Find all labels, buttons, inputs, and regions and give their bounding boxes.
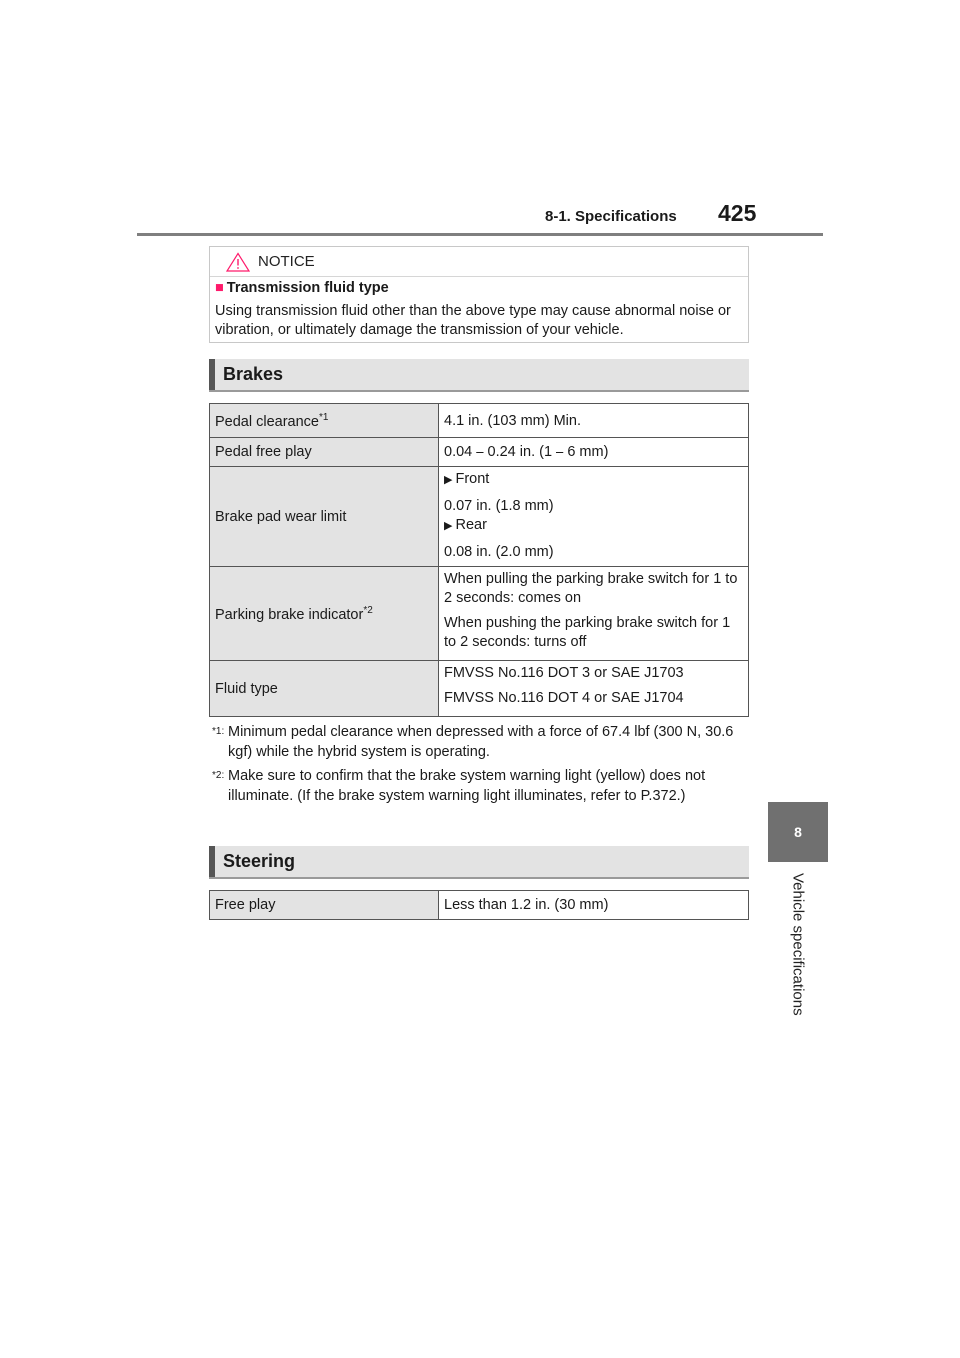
brakes-section-bar bbox=[209, 359, 749, 392]
section-header-title: 8-1. Specifications bbox=[545, 208, 677, 225]
warning-triangle-icon bbox=[226, 252, 250, 272]
footnote-mark: *2: bbox=[212, 770, 225, 781]
chapter-side-label bbox=[786, 873, 810, 1033]
parking-indicator-value bbox=[439, 567, 749, 661]
fluid-type-line2: FMVSS No.116 DOT 4 or SAE J1704 bbox=[444, 690, 684, 706]
rear-value: 0.08 in. (2.0 mm) bbox=[444, 544, 554, 560]
footnote-2 bbox=[212, 766, 742, 806]
footnote-ref: *2 bbox=[363, 604, 373, 616]
brakes-section-title: Brakes bbox=[223, 364, 284, 384]
header-rule bbox=[137, 233, 823, 236]
rear-label: Rear bbox=[455, 517, 487, 533]
table-row bbox=[210, 438, 749, 467]
front-value: 0.07 in. (1.8 mm) bbox=[444, 498, 554, 514]
table-row bbox=[210, 404, 749, 438]
front-label: Front bbox=[455, 471, 490, 487]
notice-header bbox=[210, 247, 748, 277]
pedal-clearance-value: 4.1 in. (103 mm) Min. bbox=[439, 404, 749, 438]
notice-title-text: Transmission fluid type bbox=[226, 280, 389, 296]
table-row bbox=[210, 661, 749, 717]
notice-label: NOTICE bbox=[258, 253, 315, 270]
chapter-side-label-text: Vehicle specifications bbox=[789, 873, 807, 1016]
footnote-text: Minimum pedal clearance when depressed with a force of 67.4 lbf (300 N, 30.6 kgf) while the hybrid system is operating. bbox=[228, 724, 734, 760]
brakes-spec-table bbox=[209, 403, 749, 717]
parking-indicator-line1: When pulling the parking brake switch for 1 to 2 seconds: comes on bbox=[444, 571, 738, 606]
steering-section-title: Steering bbox=[223, 851, 296, 871]
parking-indicator-label: Parking brake indicator$^{*2}$ bbox=[210, 567, 439, 661]
page-number: 425 bbox=[718, 200, 757, 226]
notice-box bbox=[209, 246, 749, 343]
fluid-type-label: Fluid type bbox=[210, 661, 439, 717]
pad-wear-value bbox=[439, 467, 749, 567]
fluid-type-line1: FMVSS No.116 DOT 3 or SAE J1703 bbox=[444, 665, 684, 681]
arrow-bullet-icon: ▶ bbox=[444, 520, 453, 532]
steering-free-play-value: Less than 1.2 in. (30 mm) bbox=[439, 891, 749, 920]
fluid-type-value bbox=[439, 661, 749, 717]
table-row bbox=[210, 891, 749, 920]
notice-title bbox=[215, 280, 389, 296]
square-bullet-icon: ■ bbox=[215, 280, 224, 296]
footnote-ref: *1 bbox=[319, 411, 329, 423]
pad-wear-label: Brake pad wear limit bbox=[210, 467, 439, 567]
footnote-text: Make sure to confirm that the brake system warning light (yellow) does not illuminate. (If the brake system warning light illuminates, refer to P.372.) bbox=[228, 768, 706, 804]
notice-body: Using transmission fluid other than the above type may cause abnormal noise or vibration, or ultimately damage the transmission of your vehicle. bbox=[215, 303, 731, 338]
footnote-mark: *1: bbox=[212, 726, 225, 737]
pedal-free-play-label: Pedal free play bbox=[210, 438, 439, 467]
footnote-1 bbox=[212, 722, 742, 762]
pedal-free-play-value: 0.04 ⎯ 0.24 in. (1 ⎯ 6 mm) bbox=[439, 438, 749, 467]
chapter-tab[interactable]: 8 bbox=[768, 802, 828, 862]
table-row bbox=[210, 567, 749, 661]
arrow-bullet-icon: ▶ bbox=[444, 474, 453, 486]
table-row bbox=[210, 467, 749, 567]
parking-indicator-line2: When pushing the parking brake switch for 1 to 2 seconds: turns off bbox=[444, 615, 731, 650]
steering-spec-table bbox=[209, 890, 749, 920]
steering-section-bar bbox=[209, 846, 749, 879]
steering-free-play-label: Free play bbox=[210, 891, 439, 920]
pedal-clearance-label: Pedal clearance$^{*1}$ bbox=[210, 404, 439, 438]
